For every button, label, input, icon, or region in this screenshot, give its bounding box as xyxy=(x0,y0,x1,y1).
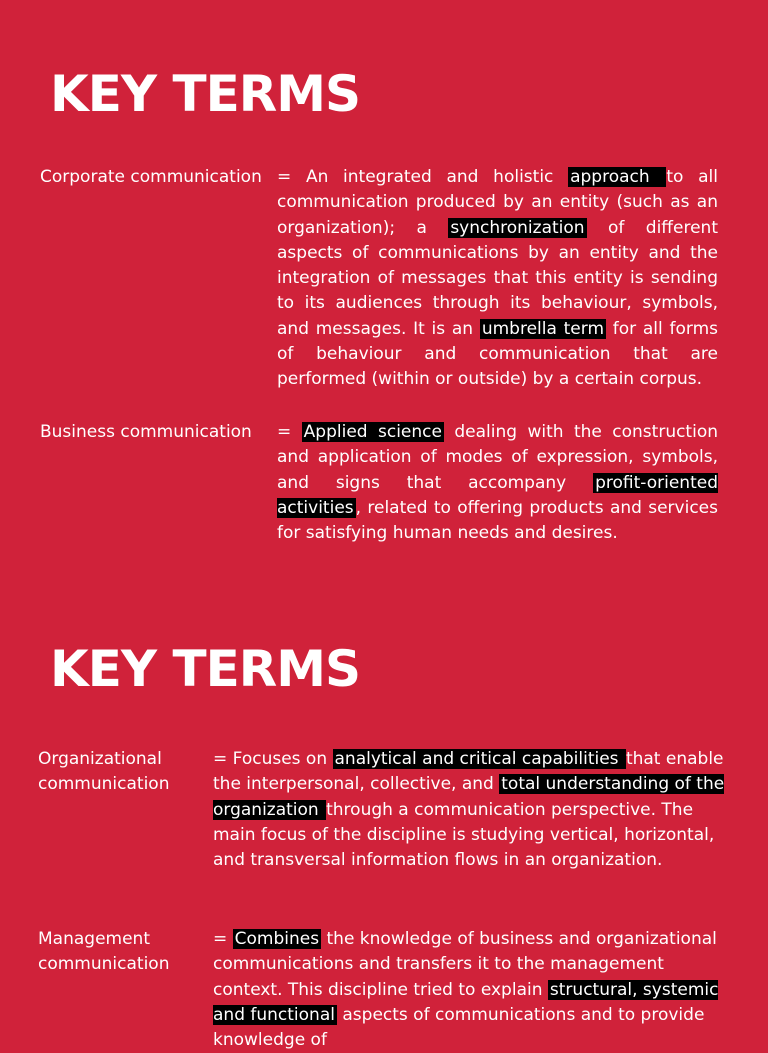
term-corporate-communication: Corporate communication xyxy=(40,167,262,187)
def-text: to all communication produced by an entity (such as an organization); a xyxy=(277,167,718,238)
def-text: = xyxy=(213,929,233,949)
def-text: for all forms of behaviour and communication that are performed (within or outside) by a certain corpus. xyxy=(277,318,718,390)
highlighted-term: Combines xyxy=(234,929,320,949)
highlighted-term: synchronization xyxy=(450,217,585,238)
def-text: dealing with the construction and application of modes of expression, symbols, and signs that accompany xyxy=(277,422,718,493)
term-organizational-communication: Organizational communication xyxy=(38,749,170,795)
highlighted-term: analytical and critical capabilities xyxy=(334,749,624,769)
highlighted-term: umbrella term xyxy=(481,318,605,339)
definition-corporate-communication xyxy=(277,165,718,393)
highlighted-term: profit-oriented activities xyxy=(277,472,718,518)
def-text: , related to offering products and services for satisfying human needs and desires. xyxy=(277,497,718,544)
highlighted-term: Applied science xyxy=(303,422,442,442)
def-text: aspects of communications and to provide knowledge of xyxy=(213,1004,705,1051)
slide-title: KEY TERMS xyxy=(50,640,361,698)
term-business-communication: Business communication xyxy=(40,422,252,442)
definition-organizational-communication xyxy=(213,747,733,873)
definition-business-communication xyxy=(277,420,718,546)
def-text: = Focuses on xyxy=(213,749,333,769)
slide-title: KEY TERMS xyxy=(50,65,361,123)
highlighted-term: total understanding of the organization xyxy=(213,774,725,820)
term-management-communication: Management communication xyxy=(38,929,170,975)
def-text: = xyxy=(277,422,302,442)
definition-management-communication xyxy=(213,927,733,1053)
def-text: that enable the interpersonal, collective, and xyxy=(213,749,724,795)
def-text: through a communication perspective. The main focus of the discipline is studying vertical, horizontal, and transversal information flows in an organization. xyxy=(213,799,715,871)
def-text: of different aspects of communications by an entity and the integration of messages that this entity is sending to its audiences through its behaviour, symbols, and messages. It is an xyxy=(277,217,718,339)
highlighted-term: structural, systemic and functional xyxy=(213,979,719,1025)
slide-2 xyxy=(0,575,768,1051)
highlighted-term: approach xyxy=(570,167,665,187)
def-text: = An integrated and holistic xyxy=(277,167,569,187)
def-text: the knowledge of business and organizational communications and transfers it to the management context. This discipline tried to explain xyxy=(213,929,717,1000)
